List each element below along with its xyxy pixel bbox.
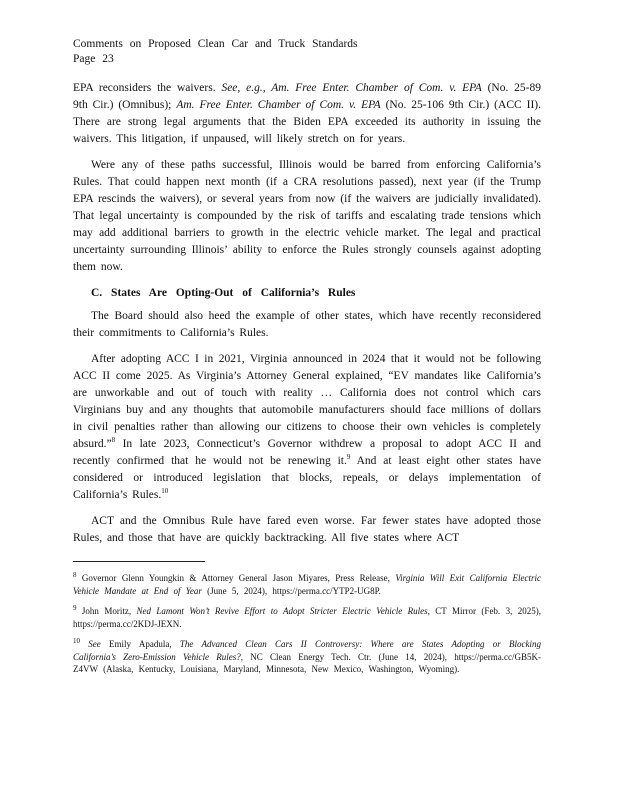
- paragraph-virginia: [73, 351, 541, 504]
- text: Emily Apadula,: [100, 639, 180, 649]
- text: (No. 25-89 9th Cir.) (Omnibus);: [73, 82, 542, 111]
- footnote-ref-8[interactable]: 8: [111, 436, 116, 445]
- footnote-9: [73, 605, 541, 630]
- footnote-number: 10: [73, 637, 80, 645]
- text: Governor Glenn Youngkin & Attorney General Jason Miyares, Press Release,: [76, 573, 396, 583]
- text: (June 5, 2024), https://perma.cc/YTP2-UG8P.: [201, 585, 381, 596]
- text: , NC Clean Energy Tech. Ctr. (June 14, 2024), https://perma.cc/GB5K-Z4VW (Alaska, Kentucky, Louisiana, Maryland, Minnesota, New Mexico, Washington, Wyoming).: [73, 651, 541, 674]
- text: (No. 25-106 9th Cir.) (ACC II). There are strong legal arguments that the Biden EPA exceeded its authority in issuing the waivers. This litigation, if unpaused, will likely stretch on for years.: [73, 99, 541, 145]
- footnote-divider: [73, 561, 205, 562]
- footnote-8: [73, 572, 541, 597]
- case-citation: Am. Free Enter. Chamber of Com. v. EPA: [176, 99, 381, 111]
- source-title: Virginia Will Exit California Electric Vehicle Mandate at End of Year: [73, 573, 541, 596]
- text: EPA reconsiders the waivers.: [73, 82, 222, 94]
- paragraph-act: ACT and the Omnibus Rule have fared even worse. Far fewer states have adopted those Rules, and those that have are quickly backtracking. All five states where ACT: [73, 515, 541, 544]
- paragraph-carryover: [73, 80, 541, 148]
- footnote-ref-9[interactable]: 9: [346, 453, 351, 462]
- section-heading-c: C. States Are Opting-Out of California’s Rules: [91, 287, 356, 299]
- document-page: [73, 37, 541, 684]
- footnote-number: 8: [73, 571, 77, 579]
- text: , CT Mirror (Feb. 3, 2025), https://perma.cc/2KDJ-JEXN.: [73, 606, 542, 629]
- footnote-number: 9: [73, 604, 77, 612]
- paragraph-illinois: Were any of these paths successful, Illinois would be barred from enforcing California’s Rules. That could happen next month (if a CRA resolutions passed), next year (if the Trump EPA rescinds the waivers), or several years from now (if the waivers are judicially invalidated). That legal uncertainty is compounded by the risk of tariffs and escalating trade tensions which may add additional barriers to growth in the electric vehicle market. The legal and practical uncertainty surrounding Illinois’ ability to enforce the Rules strongly counsels against adopting them now.: [73, 159, 541, 273]
- text: John Moritz,: [76, 606, 137, 616]
- text: And at least eight other states have considered or introduced legislation that blocks, repeals, or delays implementation of California’s Rules.: [73, 455, 541, 501]
- text: After adopting ACC I in 2021, Virginia announced in 2024 that it would not be following ACC II come 2025. As Virginia’s Attorney General explained, “EV mandates like California’s are unworkable and out of touch with reality … California does not control which cars Virginians buy and any thoughts that automobile manufacturers should face millions of dollars in civil penalties rather than allowing our citizens to choose their own vehicles is completely absurd.”: [73, 353, 541, 450]
- case-citation: See, e.g., Am. Free Enter. Chamber of Com. v. EPA: [221, 82, 482, 94]
- signal-see: See: [88, 639, 101, 649]
- page-number: Page 23: [73, 53, 114, 65]
- source-title: The Advanced Clean Cars II Controversy: Where are States Adopting or Blocking California’s Zero-Emission Vehicle Rules?: [73, 639, 542, 662]
- running-header-title: Comments on Proposed Clean Car and Truck Standards: [73, 38, 358, 50]
- text: In late 2023, Connecticut’s Governor withdrew a proposal to adopt ACC II and recently confirmed that he would not be renewing it.: [73, 438, 541, 467]
- paragraph-board: The Board should also heed the example of other states, which have recently reconsidered their commitments to California’s Rules.: [73, 310, 541, 339]
- footnote-ref-10[interactable]: 10: [161, 487, 169, 496]
- footnote-10: [73, 638, 541, 676]
- source-title: Ned Lamont Won’t Revive Effort to Adopt Stricter Electric Vehicle Rules: [136, 606, 428, 616]
